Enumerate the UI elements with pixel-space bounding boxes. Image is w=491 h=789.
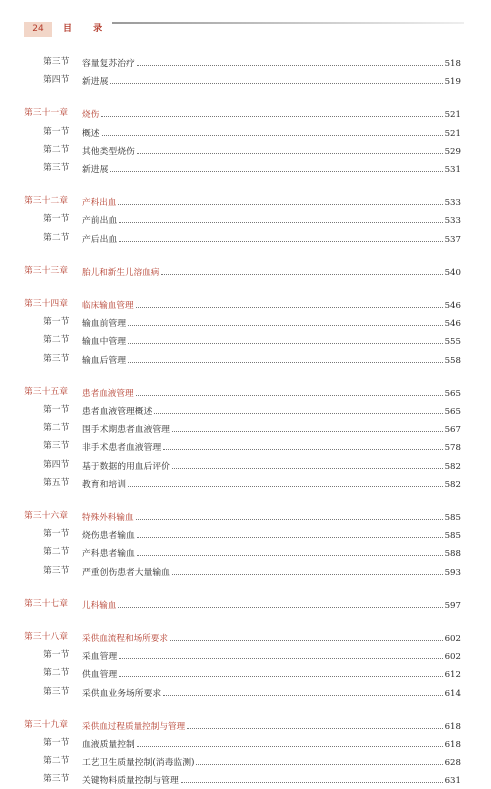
toc-section-entry bbox=[0, 544, 491, 560]
toc-chapter-entry bbox=[0, 105, 491, 121]
section-title: 产后出血 bbox=[82, 234, 118, 245]
section-title: 采血管理 bbox=[82, 652, 118, 663]
dot-leader bbox=[101, 105, 442, 117]
page-reference: 521 bbox=[444, 110, 461, 121]
dot-leader bbox=[136, 296, 443, 308]
dot-leader bbox=[170, 629, 443, 641]
chapter-title: 儿科输血 bbox=[82, 600, 117, 611]
toc-section-entry bbox=[0, 771, 491, 787]
toc-section-entry bbox=[0, 124, 491, 140]
section-number: 第三节 bbox=[43, 565, 70, 576]
section-number: 第一节 bbox=[43, 317, 70, 328]
toc-section-entry bbox=[0, 351, 491, 367]
section-number: 第二节 bbox=[43, 232, 70, 243]
section-number: 第一节 bbox=[43, 405, 70, 415]
page-reference: 518 bbox=[444, 59, 461, 69]
dot-leader bbox=[161, 263, 442, 275]
dot-leader bbox=[137, 142, 443, 154]
toc-section-entry bbox=[0, 438, 491, 454]
page-reference: 618 bbox=[444, 721, 461, 732]
page-reference: 567 bbox=[444, 425, 461, 436]
section-title: 新进展 bbox=[82, 77, 109, 88]
chapter-number: 第三十八章 bbox=[24, 632, 68, 642]
page-reference: 582 bbox=[444, 479, 461, 490]
toc-section-entry bbox=[0, 332, 491, 348]
page-reference: 558 bbox=[444, 355, 461, 366]
dot-leader bbox=[163, 684, 442, 696]
section-title: 其他类型烧伤 bbox=[82, 146, 135, 157]
section-number: 第一节 bbox=[43, 529, 70, 540]
page-reference: 533 bbox=[444, 216, 461, 227]
page-reference: 602 bbox=[444, 652, 461, 663]
toc-chapter-entry bbox=[0, 596, 491, 612]
dot-leader bbox=[163, 438, 442, 450]
section-number: 第三节 bbox=[43, 686, 70, 697]
section-title: 新进展 bbox=[82, 165, 109, 175]
section-number: 第四节 bbox=[43, 75, 70, 86]
page-reference: 537 bbox=[444, 234, 461, 245]
toc-section-entry bbox=[0, 684, 491, 700]
section-number: 第三节 bbox=[43, 57, 70, 67]
dot-leader bbox=[181, 771, 443, 783]
section-title: 围手术期患者血液管理 bbox=[82, 425, 170, 436]
section-number: 第五节 bbox=[43, 477, 70, 488]
section-number: 第三节 bbox=[43, 163, 70, 173]
chapter-title: 临床输血管理 bbox=[82, 301, 134, 311]
chapter-number: 第三十一章 bbox=[24, 108, 68, 119]
page-reference: 521 bbox=[444, 128, 461, 139]
section-title: 采供血业务场所要求 bbox=[82, 688, 162, 699]
section-title: 患者血液管理概述 bbox=[82, 407, 153, 417]
section-title: 工艺卫生质量控制(消毒监测) bbox=[82, 758, 195, 769]
chapter-title: 采供血流程和场所要求 bbox=[82, 634, 168, 644]
section-number: 第三节 bbox=[43, 774, 70, 785]
page-reference: 540 bbox=[444, 267, 461, 278]
page-reference: 614 bbox=[444, 688, 461, 699]
section-title: 输血中管理 bbox=[82, 337, 126, 348]
section-title: 严重创伤患者大量输血 bbox=[82, 567, 170, 578]
toc-section-entry bbox=[0, 211, 491, 227]
dot-leader bbox=[136, 384, 443, 396]
chapter-title: 患者血液管理 bbox=[82, 388, 134, 399]
chapter-title: 烧伤 bbox=[82, 110, 100, 121]
dot-leader bbox=[128, 475, 443, 487]
dot-leader bbox=[128, 351, 443, 363]
toc-section-entry bbox=[0, 402, 491, 418]
chapter-number: 第三十四章 bbox=[24, 299, 68, 309]
toc-section-entry bbox=[0, 647, 491, 663]
section-title: 输血前管理 bbox=[82, 319, 126, 330]
toc-section-entry bbox=[0, 314, 491, 330]
toc-section-entry bbox=[0, 735, 491, 751]
dot-leader bbox=[119, 230, 442, 242]
section-number: 第一节 bbox=[43, 214, 70, 225]
dot-leader bbox=[196, 753, 442, 765]
section-number: 第二节 bbox=[43, 335, 70, 346]
dot-leader bbox=[102, 124, 443, 136]
section-number: 第四节 bbox=[43, 459, 70, 470]
dot-leader bbox=[110, 72, 442, 84]
page-reference: 585 bbox=[444, 531, 461, 542]
toc-section-entry bbox=[0, 526, 491, 542]
toc-section-entry bbox=[0, 665, 491, 681]
section-number: 第二节 bbox=[43, 547, 70, 558]
chapter-title: 胎儿和新生儿溶血病 bbox=[82, 267, 160, 278]
dot-leader bbox=[118, 193, 442, 205]
section-number: 第二节 bbox=[43, 423, 70, 434]
section-title: 产科患者输血 bbox=[82, 549, 135, 560]
toc-chapter-entry bbox=[0, 717, 491, 733]
page-reference: 555 bbox=[444, 337, 461, 348]
page-reference: 631 bbox=[444, 776, 461, 787]
section-title: 非手术患者血液管理 bbox=[82, 443, 162, 454]
dot-leader bbox=[110, 160, 442, 172]
section-number: 第一节 bbox=[43, 126, 70, 137]
page-reference: 533 bbox=[444, 198, 461, 209]
page-reference: 628 bbox=[444, 758, 461, 769]
page-reference: 585 bbox=[444, 513, 461, 523]
dot-leader bbox=[137, 54, 443, 66]
page-reference: 618 bbox=[444, 740, 461, 750]
page-reference: 578 bbox=[444, 443, 461, 454]
section-title: 关键物料质量控制与管理 bbox=[82, 776, 179, 787]
chapter-title: 产科出血 bbox=[82, 198, 117, 209]
page-header bbox=[0, 0, 491, 40]
toc-section-entry bbox=[0, 420, 491, 436]
section-number: 第一节 bbox=[43, 650, 70, 661]
toc-section-entry bbox=[0, 475, 491, 491]
chapter-number: 第三十六章 bbox=[24, 511, 68, 521]
section-title: 血液质量控制 bbox=[82, 740, 135, 750]
section-title: 输血后管理 bbox=[82, 355, 126, 366]
section-number: 第二节 bbox=[43, 668, 70, 679]
toc-section-entry bbox=[0, 457, 491, 473]
section-title: 烧伤患者输血 bbox=[82, 531, 135, 542]
page-number-tab: 24 bbox=[24, 22, 52, 37]
dot-leader bbox=[172, 420, 443, 432]
toc-section-entry bbox=[0, 54, 491, 70]
chapter-title: 特殊外科输血 bbox=[82, 513, 134, 523]
chapter-number: 第三十五章 bbox=[24, 386, 68, 397]
toc-chapter-entry bbox=[0, 384, 491, 400]
toc-chapter-entry bbox=[0, 508, 491, 524]
dot-leader bbox=[172, 563, 443, 575]
chapter-number: 第三十三章 bbox=[24, 265, 68, 276]
dot-leader bbox=[119, 647, 442, 659]
dot-leader bbox=[128, 332, 443, 344]
toc-chapter-entry bbox=[0, 296, 491, 312]
dot-leader bbox=[136, 508, 443, 520]
dot-leader bbox=[119, 665, 442, 677]
chapter-number: 第三十九章 bbox=[24, 719, 68, 730]
page-reference: 593 bbox=[444, 567, 461, 578]
section-number: 第二节 bbox=[43, 756, 70, 767]
page-reference: 565 bbox=[444, 407, 461, 417]
dot-leader bbox=[119, 211, 442, 223]
chapter-title: 采供血过程质量控制与管理 bbox=[82, 721, 186, 732]
page-reference: 597 bbox=[444, 600, 461, 611]
toc-chapter-entry bbox=[0, 263, 491, 279]
dot-leader bbox=[118, 596, 442, 608]
header-title: 目 录 bbox=[63, 24, 112, 34]
page-reference: 582 bbox=[444, 461, 461, 472]
page-reference: 519 bbox=[444, 77, 461, 88]
dot-leader bbox=[137, 735, 443, 747]
toc-section-entry bbox=[0, 563, 491, 579]
page-reference: 612 bbox=[444, 670, 461, 681]
dot-leader bbox=[137, 544, 443, 556]
toc-section-entry bbox=[0, 72, 491, 88]
toc-section-entry bbox=[0, 230, 491, 246]
page-reference: 546 bbox=[444, 319, 461, 330]
section-title: 概述 bbox=[82, 128, 100, 139]
page-reference: 546 bbox=[444, 301, 461, 311]
toc-chapter-entry bbox=[0, 629, 491, 645]
section-number: 第三节 bbox=[43, 353, 70, 364]
toc-section-entry bbox=[0, 142, 491, 158]
section-title: 产前出血 bbox=[82, 216, 118, 227]
chapter-number: 第三十二章 bbox=[24, 196, 68, 207]
dot-leader bbox=[137, 526, 443, 538]
page-reference: 529 bbox=[444, 146, 461, 157]
dot-leader bbox=[172, 457, 443, 469]
section-number: 第一节 bbox=[43, 738, 70, 748]
toc-section-entry bbox=[0, 753, 491, 769]
toc-chapter-entry bbox=[0, 193, 491, 209]
dot-leader bbox=[187, 717, 442, 729]
section-title: 容量复苏治疗 bbox=[82, 59, 135, 69]
section-title: 供血管理 bbox=[82, 670, 118, 681]
dot-leader bbox=[154, 402, 442, 414]
dot-leader bbox=[128, 314, 443, 326]
section-number: 第三节 bbox=[43, 441, 70, 452]
toc-section-entry bbox=[0, 160, 491, 176]
section-number: 第二节 bbox=[43, 144, 70, 155]
section-title: 基于数据的用血后评价 bbox=[82, 461, 170, 472]
page-reference: 565 bbox=[444, 388, 461, 399]
chapter-number: 第三十七章 bbox=[24, 598, 68, 609]
section-title: 教育和培训 bbox=[82, 479, 126, 490]
page-reference: 588 bbox=[444, 549, 461, 560]
page-reference: 602 bbox=[444, 634, 461, 644]
header-rule bbox=[112, 22, 464, 24]
page-reference: 531 bbox=[444, 165, 461, 175]
